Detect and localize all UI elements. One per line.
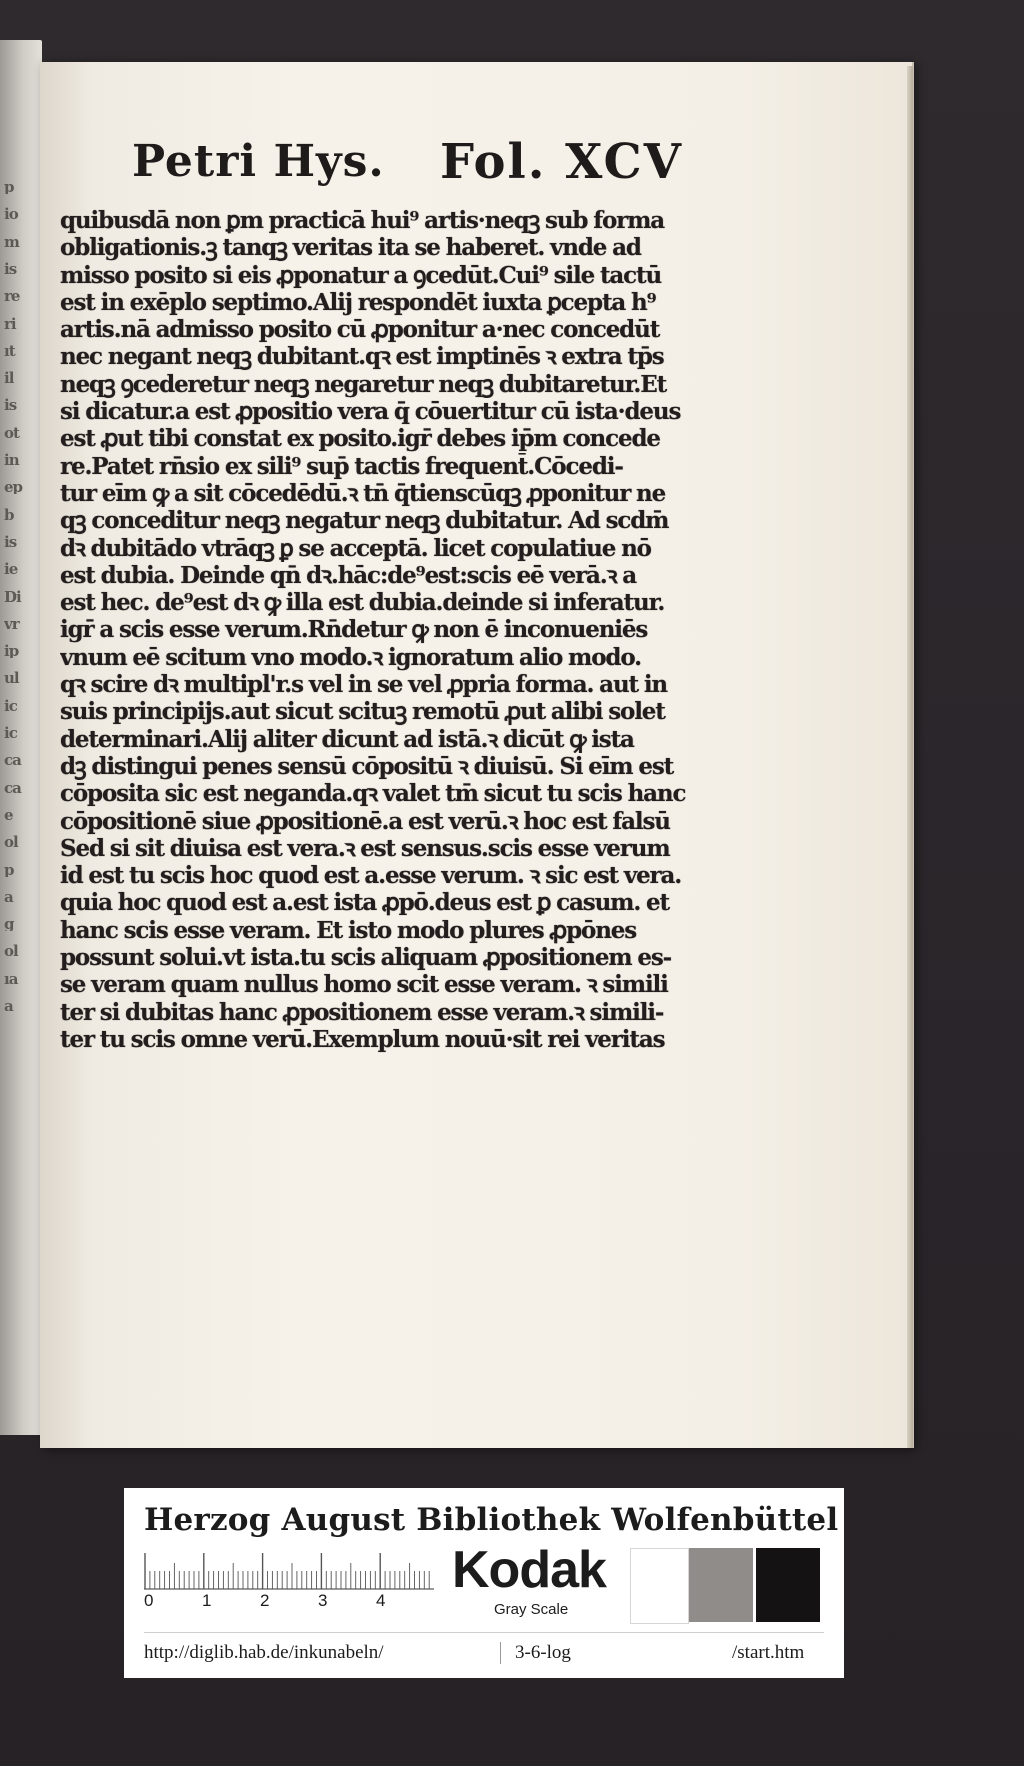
running-head-author: Petri Hys.	[132, 136, 385, 187]
text-line: se veram quam nullus homo scit esse veram. ꝛ simili	[60, 971, 668, 999]
previous-page-fragment: ıa	[4, 971, 18, 986]
text-line: artis.nā admisso posito cū ꝓponitur a·nec concedūt	[60, 316, 660, 344]
previous-page-fragment: il	[4, 371, 14, 386]
previous-page-fragment: ie	[4, 562, 18, 577]
folio-number: Fol. XCV	[440, 134, 683, 190]
text-line: si dicatur.a est ꝓpositio vera q̄ cōuertitur cū ista·deus	[60, 398, 681, 426]
text-line: quia hoc quod est a.est ista ꝓpō.deus est ꝑ casum. et	[60, 889, 670, 917]
previous-page-edge	[0, 40, 42, 1435]
text-block	[60, 207, 690, 1127]
previous-page-fragment: ca	[4, 780, 21, 795]
text-line: qꝛ scire dꝛ multipl'r.s vel in se vel ꝓpria forma. aut in	[60, 671, 668, 699]
text-line: determinari.Alij aliter dicunt ad istā.ꝛ dicūt ꝙ ista	[60, 725, 634, 753]
text-line: ter si dubitas hanc ꝓpositionem esse veram.ꝛ simili-	[60, 998, 664, 1026]
url-suffix: /start.htm	[732, 1642, 805, 1663]
previous-page-fragment: io	[4, 207, 18, 222]
text-line: obligationis.ꝫ tanqꝫ veritas ita se haberet. vnde ad	[60, 234, 641, 262]
kodak-logo: Kodak	[452, 1541, 606, 1599]
previous-page-fragment: e	[4, 807, 13, 822]
text-line: cōposita sic est neganda.qꝛ valet tm̄ sicut tu scis hanc	[60, 780, 686, 808]
text-line: quibusdā non ꝑm practicā hui⁹ artis·neqꝫ sub forma	[60, 207, 665, 234]
color-calibration-card	[124, 1488, 844, 1678]
text-line: Sed si sit diuisa est vera.ꝛ est sensus.scis esse verum	[60, 834, 670, 862]
previous-page-fragment: re	[4, 289, 20, 304]
institution-name: Herzog August Bibliothek Wolfenbüttel	[144, 1502, 839, 1538]
text-line: est dubia. Deinde qn̄ dꝛ.hāc:de⁹est:scis eē verā.ꝛ a	[60, 561, 637, 589]
previous-page-fragment: a	[4, 999, 13, 1013]
previous-page-fragment: Di	[4, 589, 21, 604]
text-line: ter tu scis omne verū.Exemplum nouū·sit rei veritas	[60, 1025, 665, 1053]
previous-page-fragment: ri	[4, 316, 16, 331]
scale-number-0: 0	[144, 1591, 154, 1610]
text-line: vnum eē scitum vno modo.ꝛ ignoratum alio modo.	[60, 643, 641, 671]
previous-page-fragment: is	[4, 261, 17, 276]
previous-page-fragment: a	[4, 889, 13, 904]
previous-page-fragment: in	[4, 453, 19, 467]
text-line: re.Patet rn̄sio ex sili⁹ sup̄ tactis frequent̄.Cōcedi-	[60, 452, 623, 480]
scale-number-3: 3	[318, 1591, 328, 1610]
scale-ruler	[144, 1551, 434, 1610]
previous-page-fragment: is	[4, 398, 17, 413]
previous-page-fragment: ip	[4, 644, 19, 659]
swatch-black	[756, 1548, 820, 1622]
text-line: possunt solui.vt ista.tu scis aliquam ꝓpositionem es-	[60, 944, 672, 972]
previous-page-fragment: g	[4, 917, 14, 932]
previous-page-fragment: ıt	[4, 343, 15, 358]
text-line: est in exēplo septimo.Alij respondēt iuxta ꝑcepta h⁹	[60, 288, 656, 316]
previous-page-fragment: p	[4, 862, 14, 877]
previous-page-fragment: is	[4, 534, 17, 549]
ruler-ticks	[144, 1551, 434, 1591]
previous-page-fragment: ic	[4, 726, 17, 740]
text-line: hanc scis esse veram. Et isto modo plures ꝓpōnes	[60, 916, 637, 944]
previous-page-fragment: b	[4, 507, 14, 522]
text-line: tur eīm ꝙ a sit cōcedēdū.ꝛ tn̄ q̄tienscūqꝫ ꝓponitur ne	[60, 479, 666, 507]
text-line: dꝫ distingui penes sensū cōpositū ꝛ diuisū. Si eīm est	[60, 752, 674, 780]
text-line: misso posito si eis ꝓponatur a ꝯcedūt.Cui⁹ sile tactū	[60, 261, 662, 289]
previous-page-fragment: ol	[4, 944, 18, 959]
text-line: id est tu scis hoc quod est a.esse verum. ꝛ sic est vera.	[60, 862, 682, 890]
previous-page-fragment: ic	[4, 698, 17, 713]
previous-page-fragment: p	[4, 180, 14, 194]
scale-number-2: 2	[260, 1591, 270, 1610]
previous-page-fragment: m	[4, 234, 19, 249]
text-line: nec negant neqꝫ dubitant.qꝛ est imptinēs ꝛ extra tp̄s	[60, 343, 664, 371]
text-line: igr̄ a scis esse verum.Rn̄detur ꝙ non ē inconueniēs	[60, 616, 648, 644]
text-line: est hec. de⁹est dꝛ ꝙ illa est dubia.deinde si inferatur.	[60, 589, 665, 617]
previous-page-fragment: ca	[4, 753, 21, 768]
previous-page-fragment: ot	[4, 425, 19, 440]
url-prefix: http://diglib.hab.de/inkunabeln/	[144, 1642, 384, 1663]
previous-page-fragment: vr	[4, 616, 19, 631]
running-head	[92, 134, 692, 194]
previous-page-fragment: ep	[4, 480, 23, 495]
card-divider	[144, 1632, 824, 1633]
text-line: qꝫ conceditur neqꝫ negatur neqꝫ dubitatur. Ad scdm̄	[60, 507, 669, 535]
text-line: dꝛ dubitādo vtrāqꝫ ꝑ se acceptā. licet copulatiue nō	[60, 534, 651, 562]
swatch-mid-gray	[689, 1548, 753, 1622]
text-line: est ꝓut tibi constat ex posito.igr̄ debes ip̄m concede	[60, 425, 660, 453]
text-line: neqꝫ ꝯcederetur neqꝫ negaretur neqꝫ dubitaretur.Et	[60, 370, 667, 398]
shelfmark: 3-6-log	[500, 1642, 571, 1664]
text-line: suis principijs.aut sicut scituꝫ remotū ꝓut alibi solet	[60, 698, 665, 726]
scale-number-4: 4	[376, 1591, 386, 1610]
gray-scale-label: Gray Scale	[494, 1601, 569, 1618]
previous-page-fragment: ol	[4, 835, 18, 850]
scale-number-1: 1	[202, 1591, 212, 1610]
previous-page-fragment: ul	[4, 671, 19, 686]
text-line: cōpositionē siue ꝓpositionē.a est verū.ꝛ hoc est falsū	[60, 807, 670, 835]
swatch-white	[630, 1548, 689, 1624]
page-edge-shadow	[907, 66, 913, 1448]
